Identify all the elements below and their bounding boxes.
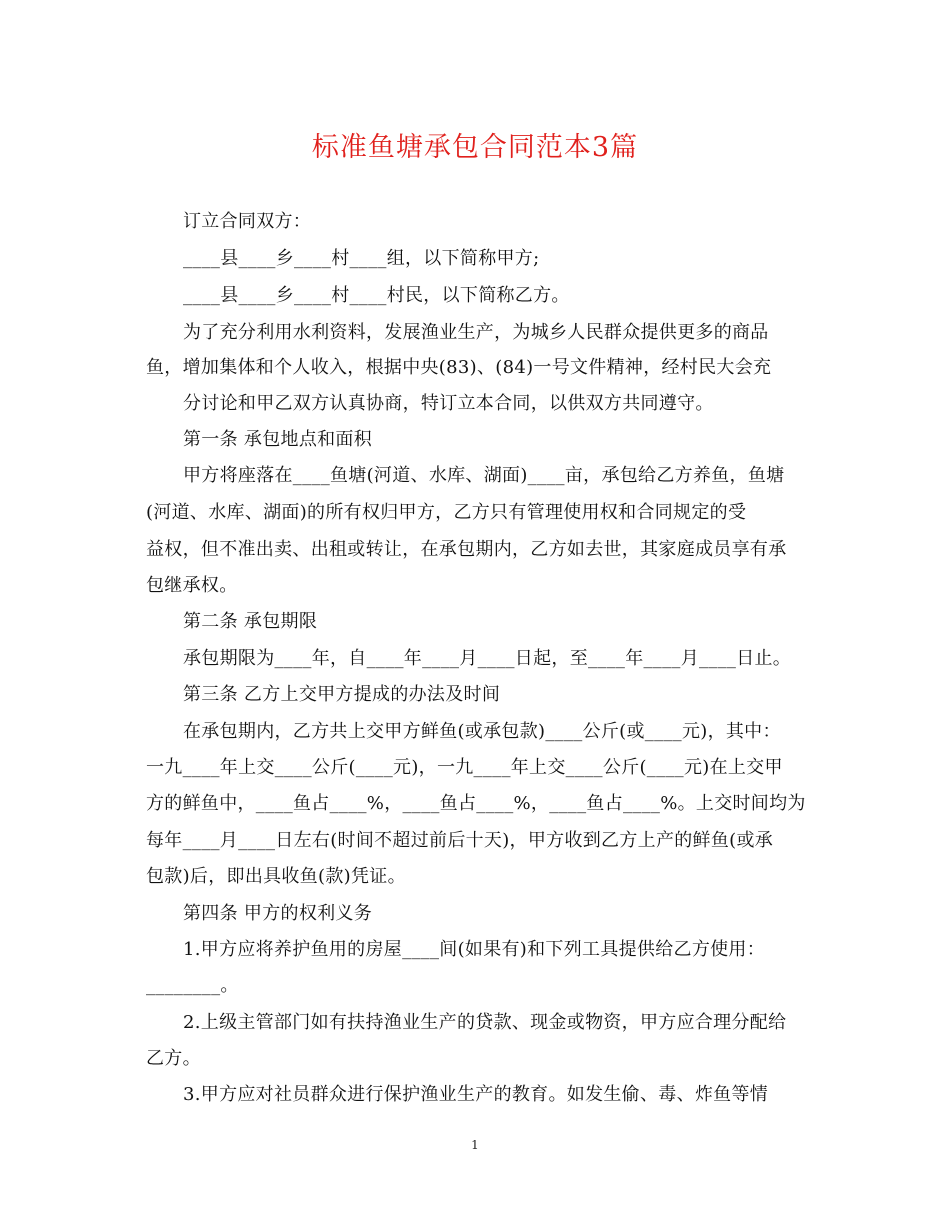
- text-line: 甲方将座落在____鱼塘(河道、水库、湖面)____亩，承包给乙方养鱼，鱼塘: [183, 465, 785, 486]
- text-line: ____县____乡____村____组，以下简称甲方;: [183, 248, 540, 269]
- text-line: 乙方。: [146, 1048, 201, 1069]
- section-heading: 第一条 承包地点和面积: [183, 429, 373, 450]
- text-line: 订立合同双方：: [183, 211, 312, 232]
- section-heading: 第四条 甲方的权利义务: [183, 903, 373, 924]
- text-line: 每年____月____日左右(时间不超过前后十天)，甲方收到乙方上产的鲜鱼(或承: [146, 830, 774, 851]
- text-line: ________。: [146, 975, 239, 996]
- text-line: 一九____年上交____公斤(____元)，一九____年上交____公斤(____元)在上交甲: [146, 757, 783, 778]
- text-line: 鱼，增加集体和个人收入，根据中央(83)、(84)一号文件精神，经村民大会充: [146, 357, 772, 378]
- section-heading: 第二条 承包期限: [183, 611, 318, 632]
- text-line: 在承包期内，乙方共上交甲方鲜鱼(或承包款)____公斤(或____元)，其中：: [183, 721, 781, 742]
- page-number: 1: [471, 1138, 479, 1152]
- text-line: 1.甲方应将养护鱼用的房屋____间(如果有)和下列工具提供给乙方使用：: [183, 939, 766, 960]
- document-title: 标准鱼塘承包合同范本3篇: [311, 132, 639, 163]
- text-line: 包继承权。: [146, 575, 238, 596]
- text-line: 益权，但不准出卖、出租或转让，在承包期内，乙方如去世，其家庭成员享有承: [146, 539, 787, 560]
- text-line: 3.甲方应对社员群众进行保护渔业生产的教育。如发生偷、毒、炸鱼等情: [183, 1084, 769, 1105]
- text-line: 2.上级主管部门如有扶持渔业生产的贷款、现金或物资，甲方应合理分配给: [183, 1012, 787, 1033]
- section-heading: 第三条 乙方上交甲方提成的办法及时间: [183, 684, 501, 705]
- text-line: (河道、水库、湖面)的所有权归甲方，乙方只有管理使用权和合同规定的受: [146, 502, 747, 523]
- text-line: 承包期限为____年，自____年____月____日起，至____年____月____日止。: [183, 648, 792, 669]
- text-line: 包款)后，即出具收鱼(款)凭证。: [146, 866, 406, 887]
- text-line: 为了充分利用水利资料，发展渔业生产，为城乡人民群众提供更多的商品: [183, 322, 769, 343]
- text-line: ____县____乡____村____村民，以下简称乙方。: [183, 285, 570, 306]
- text-line: 分讨论和甲乙双方认真协商，特订立本合同，以供双方共同遵守。: [183, 393, 714, 414]
- text-line: 方的鲜鱼中，____鱼占____%，____鱼占____%，____鱼占____%。上交时间均为: [146, 793, 806, 814]
